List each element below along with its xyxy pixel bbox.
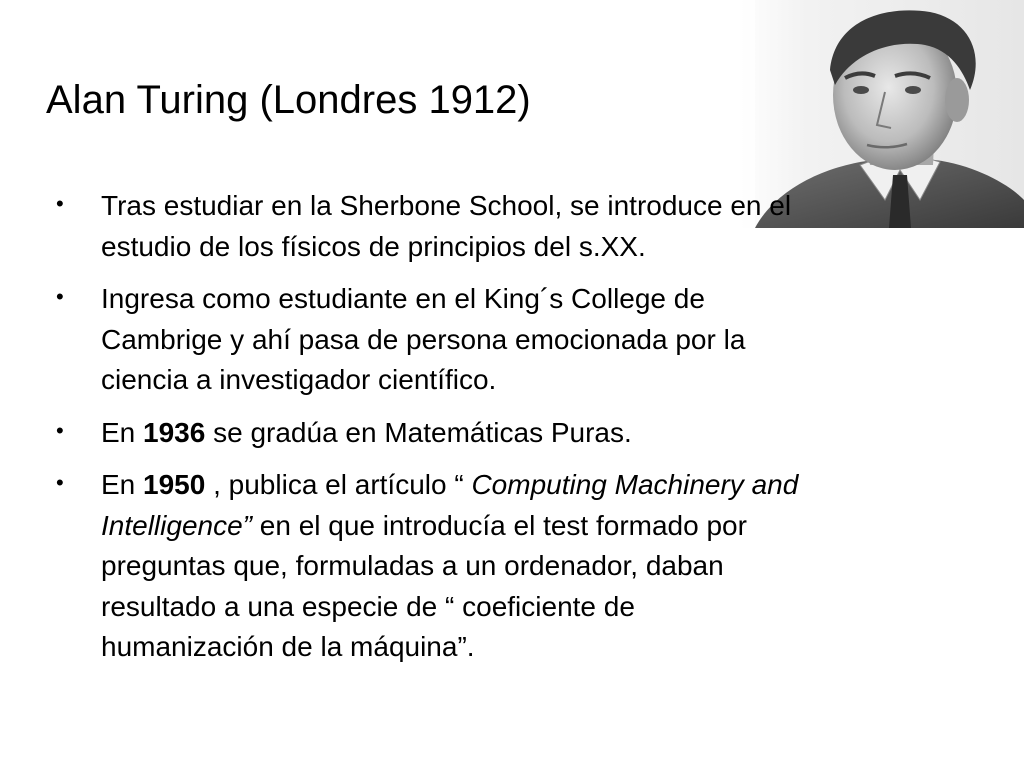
bullet-text-line: preguntas que, formuladas a un ordenador, daban	[101, 550, 724, 581]
bullet-text-line	[101, 413, 976, 454]
bullet-text-line: humanización de la máquina”.	[101, 631, 475, 662]
bullet-item	[56, 465, 976, 668]
bullet-icon: •	[56, 191, 64, 216]
bullet-list	[56, 186, 976, 680]
article-title-cont: Intelligence”	[101, 509, 252, 541]
bullet-text-line: Ingresa como estudiante en el King´s College de	[101, 283, 705, 314]
bullet-icon: •	[56, 284, 64, 309]
bullet-text-line: Cambrige y ahí pasa de persona emocionada por la	[101, 323, 746, 355]
bullet-text-line	[101, 506, 976, 547]
year-1936: 1936	[143, 416, 206, 448]
bullet-prefix: En	[101, 416, 144, 448]
bullet-prefix: En	[101, 469, 144, 500]
bullet-item	[56, 186, 976, 267]
year-1950: 1950	[143, 469, 206, 500]
bullet-text-line: resultado a una especie de “ coeficiente de	[101, 590, 635, 622]
bullet-text-line	[101, 465, 976, 506]
bullet-icon: •	[56, 470, 64, 495]
article-title: Computing Machinery and	[471, 469, 799, 500]
bullet-rest: se gradúa en Matemáticas Puras.	[205, 416, 632, 448]
bullet-after-title: en el que introducía el test formado por	[251, 509, 747, 541]
bullet-mid: , publica el artículo “	[205, 469, 472, 500]
bullet-item	[56, 413, 976, 454]
bullet-text-line: Tras estudiar en la Sherbone School, se introduce en el	[101, 190, 792, 221]
bullet-item	[56, 279, 976, 401]
slide-title: Alan Turing (Londres 1912)	[46, 78, 531, 122]
bullet-text-line: ciencia a investigador científico.	[101, 364, 497, 395]
bullet-icon: •	[56, 417, 64, 443]
bullet-text-line: estudio de los físicos de principios del s.XX.	[101, 230, 646, 262]
